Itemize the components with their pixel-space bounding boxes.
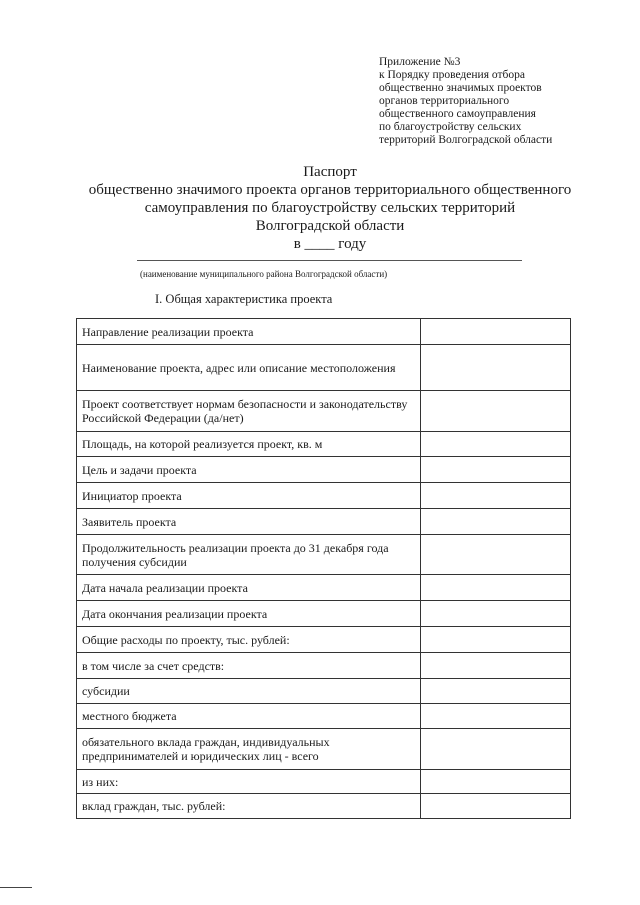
- row-label: Продолжительность реализации проекта до 31 декабря года получения субсидии: [77, 535, 421, 575]
- table-row: [77, 729, 571, 770]
- row-value: [421, 679, 571, 704]
- row-label: Общие расходы по проекту, тыс. рублей:: [77, 627, 421, 653]
- table-row: [77, 770, 571, 794]
- row-value: [421, 627, 571, 653]
- row-label: Проект соответствует нормам безопасности и законодательству Российской Федерации (да/нет): [77, 391, 421, 432]
- municipality-caption: (наименование муниципального района Волгоградской области): [140, 269, 388, 279]
- row-value: [421, 653, 571, 679]
- title-year-line: в ____ году: [293, 236, 367, 252]
- table-row: [77, 391, 571, 432]
- table-row: [77, 457, 571, 483]
- row-label: Инициатор проекта: [77, 483, 421, 509]
- table-row: [77, 794, 571, 819]
- table-row: [77, 627, 571, 653]
- table-row: [77, 319, 571, 345]
- row-value: [421, 457, 571, 483]
- row-label: Направление реализации проекта: [77, 319, 421, 345]
- municipality-name-line: [137, 260, 522, 261]
- document-title: [60, 163, 600, 253]
- title-line: Волгоградской области: [255, 218, 405, 234]
- appendix-line: общественно значимых проектов: [379, 82, 542, 94]
- row-value: [421, 729, 571, 770]
- section-title: I. Общая характеристика проекта: [155, 292, 333, 306]
- appendix-line: общественного самоуправления: [379, 108, 536, 120]
- table-row: [77, 653, 571, 679]
- row-value: [421, 794, 571, 819]
- row-label: обязательного вклада граждан, индивидуальных предпринимателей и юридических лиц - всего: [77, 729, 421, 770]
- table-row: [77, 679, 571, 704]
- row-value: [421, 432, 571, 457]
- row-value: [421, 770, 571, 794]
- table-row: [77, 575, 571, 601]
- row-label: в том числе за счет средств:: [77, 653, 421, 679]
- appendix-line: Приложение №3: [379, 56, 461, 68]
- page-edge-mark: [0, 887, 32, 888]
- row-value: [421, 535, 571, 575]
- title-line: Паспорт: [303, 164, 357, 180]
- appendix-line: к Порядку проведения отбора: [379, 69, 525, 81]
- row-value: [421, 391, 571, 432]
- row-value: [421, 345, 571, 391]
- row-value: [421, 575, 571, 601]
- row-label: из них:: [77, 770, 421, 794]
- row-label: вклад граждан, тыс. рублей:: [77, 794, 421, 819]
- appendix-line: по благоустройству сельских: [379, 121, 522, 133]
- row-value: [421, 483, 571, 509]
- row-value: [421, 509, 571, 535]
- appendix-line: органов территориального: [379, 95, 510, 107]
- table-row: [77, 704, 571, 729]
- appendix-line: территорий Волгоградской области: [379, 134, 553, 146]
- title-line: общественно значимого проекта органов территориального общественного: [88, 182, 572, 198]
- table-row: [77, 345, 571, 391]
- row-label: субсидии: [77, 679, 421, 704]
- table-row: [77, 432, 571, 457]
- table-row: [77, 483, 571, 509]
- row-label: Дата начала реализации проекта: [77, 575, 421, 601]
- row-label: Наименование проекта, адрес или описание местоположения: [77, 345, 421, 391]
- row-value: [421, 704, 571, 729]
- row-label: Дата окончания реализации проекта: [77, 601, 421, 627]
- appendix-header: [379, 56, 619, 147]
- row-label: Площадь, на которой реализуется проект, кв. м: [77, 432, 421, 457]
- row-label: местного бюджета: [77, 704, 421, 729]
- table-row: [77, 535, 571, 575]
- row-label: Цель и задачи проекта: [77, 457, 421, 483]
- row-label: Заявитель проекта: [77, 509, 421, 535]
- title-line: самоуправления по благоустройству сельских территорий: [144, 200, 516, 216]
- table-row: [77, 509, 571, 535]
- project-characteristics-table: [76, 318, 571, 819]
- row-value: [421, 319, 571, 345]
- table-row: [77, 601, 571, 627]
- row-value: [421, 601, 571, 627]
